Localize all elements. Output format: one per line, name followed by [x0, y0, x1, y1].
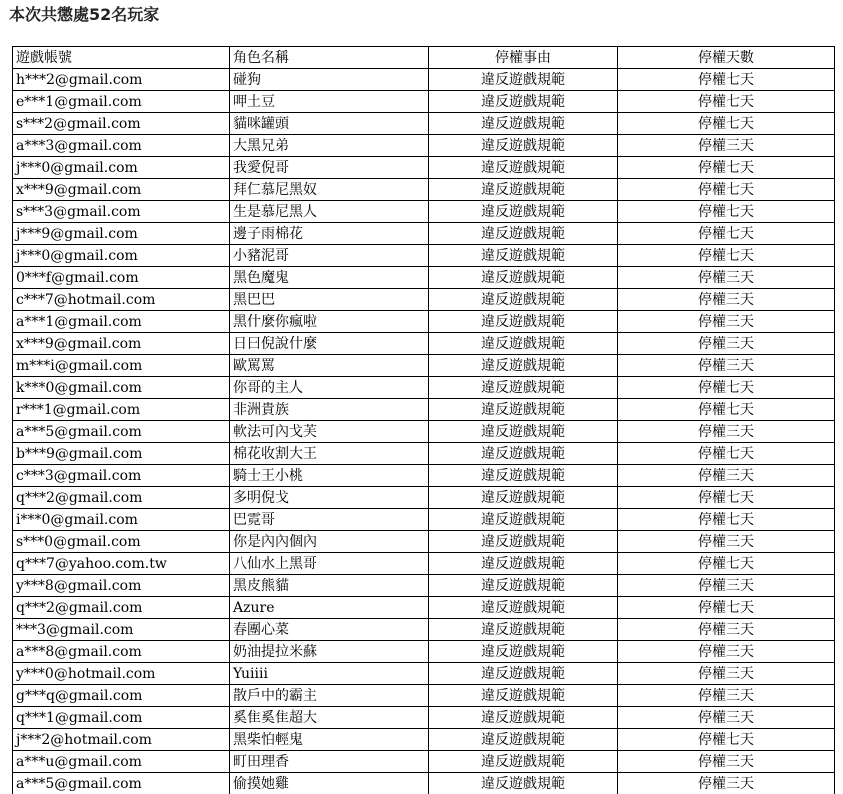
cell-reason: 違反遊戲規範 — [429, 421, 618, 443]
cell-account: ***3@gmail.com — [13, 619, 230, 641]
cell-character-name: 黑柴怕輕鬼 — [230, 729, 429, 751]
cell-reason: 違反遊戲規範 — [429, 333, 618, 355]
cell-account: c***7@hotmail.com — [13, 289, 230, 311]
cell-duration: 停權七天 — [618, 113, 835, 135]
table-row — [13, 223, 835, 245]
cell-reason: 違反遊戲規範 — [429, 91, 618, 113]
cell-duration: 停權三天 — [618, 773, 835, 794]
cell-character-name: 邊子雨棉花 — [230, 223, 429, 245]
table-row — [13, 91, 835, 113]
cell-account: x***9@gmail.com — [13, 179, 230, 201]
cell-duration: 停權三天 — [618, 465, 835, 487]
cell-character-name: 棉花收割大王 — [230, 443, 429, 465]
table-row — [13, 135, 835, 157]
table-row — [13, 289, 835, 311]
cell-duration: 停權三天 — [618, 311, 835, 333]
cell-character-name: 黑巴巴 — [230, 289, 429, 311]
cell-reason: 違反遊戲規範 — [429, 553, 618, 575]
cell-reason: 違反遊戲規範 — [429, 245, 618, 267]
cell-reason: 違反遊戲規範 — [429, 113, 618, 135]
table-row — [13, 575, 835, 597]
cell-character-name: 黑什麼你瘋啦 — [230, 311, 429, 333]
cell-account: q***2@gmail.com — [13, 487, 230, 509]
table-row — [13, 465, 835, 487]
cell-reason: 違反遊戲規範 — [429, 685, 618, 707]
cell-duration: 停權三天 — [618, 751, 835, 773]
cell-reason: 違反遊戲規範 — [429, 157, 618, 179]
cell-reason: 違反遊戲規範 — [429, 663, 618, 685]
cell-account: h***2@gmail.com — [13, 69, 230, 91]
table-row — [13, 267, 835, 289]
cell-character-name: 呷土豆 — [230, 91, 429, 113]
table-row — [13, 443, 835, 465]
cell-account: e***1@gmail.com — [13, 91, 230, 113]
cell-duration: 停權七天 — [618, 223, 835, 245]
cell-reason: 違反遊戲規範 — [429, 223, 618, 245]
cell-character-name: 我愛倪哥 — [230, 157, 429, 179]
table-row — [13, 377, 835, 399]
table-row — [13, 113, 835, 135]
cell-account: q***1@gmail.com — [13, 707, 230, 729]
cell-reason: 違反遊戲規範 — [429, 355, 618, 377]
cell-duration: 停權三天 — [618, 333, 835, 355]
table-row — [13, 773, 835, 794]
cell-character-name: 歐罵罵 — [230, 355, 429, 377]
cell-duration: 停權三天 — [618, 267, 835, 289]
cell-reason: 違反遊戲規範 — [429, 377, 618, 399]
cell-reason: 違反遊戲規範 — [429, 619, 618, 641]
cell-account: a***8@gmail.com — [13, 641, 230, 663]
table-row — [13, 509, 835, 531]
cell-duration: 停權三天 — [618, 663, 835, 685]
cell-account: x***9@gmail.com — [13, 333, 230, 355]
cell-reason: 違反遊戲規範 — [429, 531, 618, 553]
cell-duration: 停權七天 — [618, 245, 835, 267]
cell-duration: 停權三天 — [618, 421, 835, 443]
cell-character-name: 日曰倪說什麼 — [230, 333, 429, 355]
page-title: 本次共懲處52名玩家 — [9, 5, 159, 25]
cell-character-name: 軟法可內戈芙 — [230, 421, 429, 443]
cell-reason: 違反遊戲規範 — [429, 135, 618, 157]
table-row — [13, 157, 835, 179]
table-row — [13, 355, 835, 377]
cell-account: c***3@gmail.com — [13, 465, 230, 487]
cell-duration: 停權七天 — [618, 443, 835, 465]
cell-duration: 停權三天 — [618, 619, 835, 641]
cell-account: s***0@gmail.com — [13, 531, 230, 553]
cell-character-name: 貓咪罐頭 — [230, 113, 429, 135]
cell-reason: 違反遊戲規範 — [429, 751, 618, 773]
cell-account: a***u@gmail.com — [13, 751, 230, 773]
cell-account: s***3@gmail.com — [13, 201, 230, 223]
cell-reason: 違反遊戲規範 — [429, 69, 618, 91]
cell-reason: 違反遊戲規範 — [429, 443, 618, 465]
cell-reason: 違反遊戲規範 — [429, 707, 618, 729]
cell-character-name: 騎士王小桃 — [230, 465, 429, 487]
cell-account: 0***f@gmail.com — [13, 267, 230, 289]
cell-duration: 停權七天 — [618, 91, 835, 113]
cell-duration: 停權三天 — [618, 355, 835, 377]
table-row — [13, 201, 835, 223]
cell-reason: 違反遊戲規範 — [429, 597, 618, 619]
column-header-reason: 停權事由 — [429, 47, 618, 69]
cell-account: r***1@gmail.com — [13, 399, 230, 421]
cell-reason: 違反遊戲規範 — [429, 729, 618, 751]
cell-character-name: Azure — [230, 597, 429, 619]
cell-account: q***2@gmail.com — [13, 597, 230, 619]
penalty-table — [12, 46, 835, 794]
cell-account: j***0@gmail.com — [13, 245, 230, 267]
table-row — [13, 619, 835, 641]
cell-account: j***9@gmail.com — [13, 223, 230, 245]
table-row — [13, 641, 835, 663]
cell-reason: 違反遊戲規範 — [429, 267, 618, 289]
cell-character-name: 巴霓哥 — [230, 509, 429, 531]
cell-reason: 違反遊戲規範 — [429, 509, 618, 531]
cell-duration: 停權七天 — [618, 553, 835, 575]
cell-character-name: 黑皮熊貓 — [230, 575, 429, 597]
cell-account: a***3@gmail.com — [13, 135, 230, 157]
cell-character-name: 拜仁慕尼黑奴 — [230, 179, 429, 201]
table-row — [13, 179, 835, 201]
cell-reason: 違反遊戲規範 — [429, 575, 618, 597]
cell-account: k***0@gmail.com — [13, 377, 230, 399]
cell-account: j***2@hotmail.com — [13, 729, 230, 751]
cell-duration: 停權三天 — [618, 575, 835, 597]
column-header-duration: 停權天數 — [618, 47, 835, 69]
cell-duration: 停權七天 — [618, 157, 835, 179]
table-row — [13, 597, 835, 619]
cell-character-name: 你哥的主人 — [230, 377, 429, 399]
cell-duration: 停權三天 — [618, 707, 835, 729]
cell-duration: 停權七天 — [618, 201, 835, 223]
cell-account: y***0@hotmail.com — [13, 663, 230, 685]
cell-character-name: 八仙水上黑哥 — [230, 553, 429, 575]
cell-account: g***q@gmail.com — [13, 685, 230, 707]
cell-character-name: 散戶中的霸主 — [230, 685, 429, 707]
table-row — [13, 663, 835, 685]
cell-duration: 停權七天 — [618, 377, 835, 399]
cell-character-name: 碰狗 — [230, 69, 429, 91]
table-row — [13, 531, 835, 553]
cell-character-name: 春團心菜 — [230, 619, 429, 641]
cell-character-name: 多明倪戈 — [230, 487, 429, 509]
cell-account: a***5@gmail.com — [13, 773, 230, 794]
table-header-row — [13, 47, 835, 69]
cell-reason: 違反遊戲規範 — [429, 487, 618, 509]
cell-character-name: 奚隹奚隹超大 — [230, 707, 429, 729]
table-row — [13, 553, 835, 575]
table-row — [13, 421, 835, 443]
table-row — [13, 729, 835, 751]
cell-duration: 停權三天 — [618, 685, 835, 707]
cell-reason: 違反遊戲規範 — [429, 289, 618, 311]
cell-duration: 停權七天 — [618, 179, 835, 201]
cell-duration: 停權七天 — [618, 509, 835, 531]
cell-account: a***5@gmail.com — [13, 421, 230, 443]
cell-duration: 停權三天 — [618, 135, 835, 157]
cell-reason: 違反遊戲規範 — [429, 179, 618, 201]
cell-character-name: 生是慕尼黑人 — [230, 201, 429, 223]
table-body — [13, 69, 835, 794]
cell-reason: 違反遊戲規範 — [429, 465, 618, 487]
cell-duration: 停權七天 — [618, 399, 835, 421]
cell-character-name: 非洲貴族 — [230, 399, 429, 421]
cell-reason: 違反遊戲規範 — [429, 201, 618, 223]
table-row — [13, 333, 835, 355]
table-row — [13, 311, 835, 333]
cell-character-name: 奶油提拉米蘇 — [230, 641, 429, 663]
table-row — [13, 245, 835, 267]
cell-account: q***7@yahoo.com.tw — [13, 553, 230, 575]
cell-reason: 違反遊戲規範 — [429, 641, 618, 663]
table-row — [13, 487, 835, 509]
cell-account: y***8@gmail.com — [13, 575, 230, 597]
cell-reason: 違反遊戲規範 — [429, 311, 618, 333]
cell-account: a***1@gmail.com — [13, 311, 230, 333]
cell-character-name: 你是內內個內 — [230, 531, 429, 553]
cell-character-name: 町田理香 — [230, 751, 429, 773]
cell-character-name: 黑色魔鬼 — [230, 267, 429, 289]
cell-character-name: 偷摸她雞 — [230, 773, 429, 794]
cell-duration: 停權七天 — [618, 69, 835, 91]
table-row — [13, 685, 835, 707]
cell-reason: 違反遊戲規範 — [429, 399, 618, 421]
table-row — [13, 707, 835, 729]
cell-character-name: 大黑兄弟 — [230, 135, 429, 157]
cell-duration: 停權七天 — [618, 487, 835, 509]
table-row — [13, 751, 835, 773]
cell-account: m***i@gmail.com — [13, 355, 230, 377]
cell-duration: 停權七天 — [618, 729, 835, 751]
column-header-character-name: 角色名稱 — [230, 47, 429, 69]
cell-account: i***0@gmail.com — [13, 509, 230, 531]
table-row — [13, 399, 835, 421]
cell-reason: 違反遊戲規範 — [429, 773, 618, 794]
cell-duration: 停權三天 — [618, 289, 835, 311]
column-header-account: 遊戲帳號 — [13, 47, 230, 69]
table-row — [13, 69, 835, 91]
cell-character-name: Yuiiii — [230, 663, 429, 685]
cell-account: j***0@gmail.com — [13, 157, 230, 179]
cell-character-name: 小豬泥哥 — [230, 245, 429, 267]
cell-duration: 停權三天 — [618, 531, 835, 553]
cell-duration: 停權七天 — [618, 597, 835, 619]
cell-account: b***9@gmail.com — [13, 443, 230, 465]
cell-duration: 停權三天 — [618, 641, 835, 663]
cell-account: s***2@gmail.com — [13, 113, 230, 135]
